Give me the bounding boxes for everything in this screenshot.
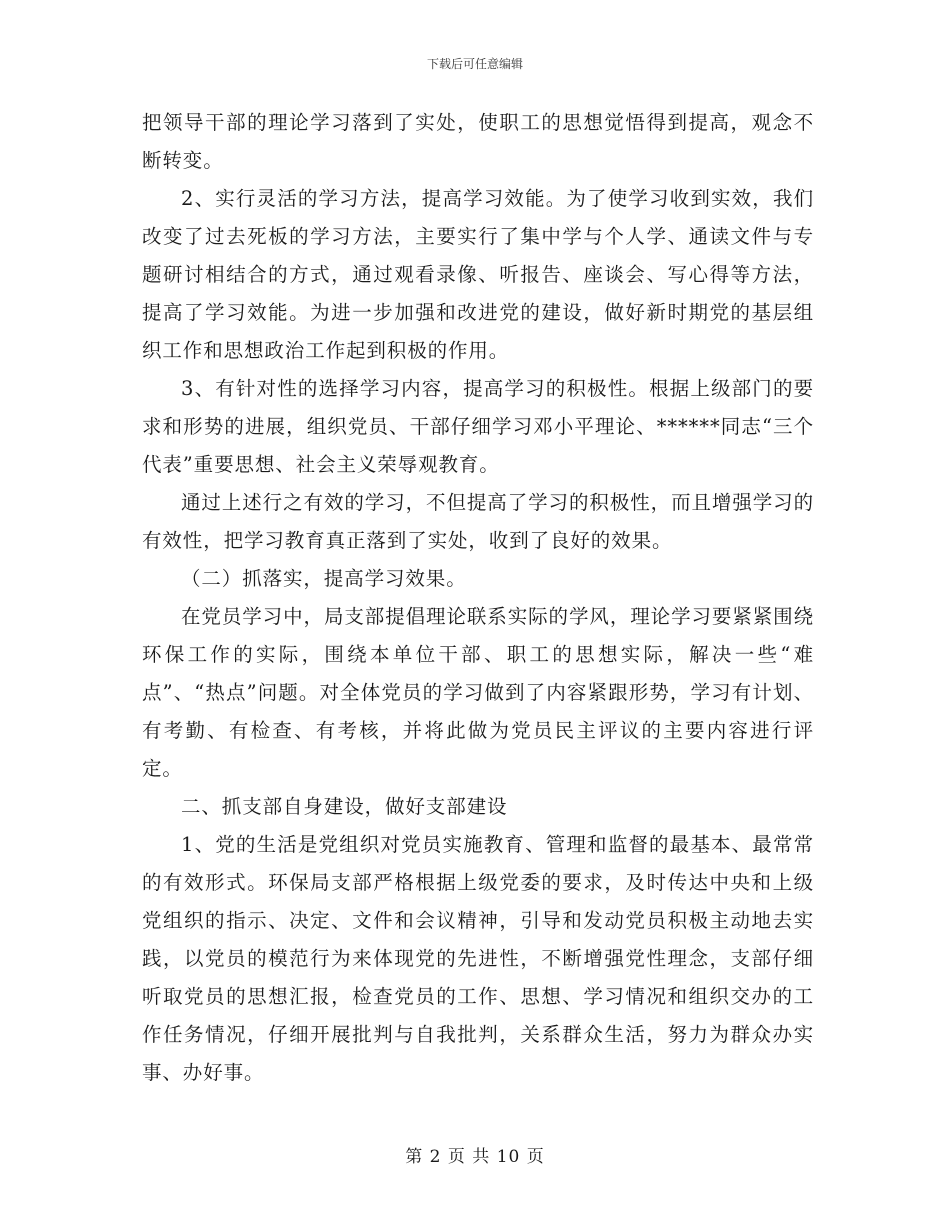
section-heading-implementation: （二）抓落实，提高学习效果。 bbox=[181, 567, 467, 590]
page-number: 第 2 页 共 10 页 bbox=[405, 1147, 545, 1167]
paragraph-party-life: 1、党的生活是党组织对党员实施教育、管理和监督的最基本、最常常的有效形式。环保局支部严格根据上级党委的要求，及时传达中央和上级党组织的指示、决定、文件和会议精神，引导和发动党员积极主动地去实践，以党员的模范行为来体现党的先进性，不断增强党性理念，支部仔细听取党员的思想汇报，检查党员的工作、思想、学习情况和组织交办的工作任务情况，仔细开展批判与自我批判，关系群众生活，努力为群众办实事、办好事。 bbox=[142, 833, 814, 1084]
paragraph-continuation: 把领导干部的理论学习落到了实处，使职工的思想觉悟得到提高，观念不断转变。 bbox=[142, 111, 814, 172]
paragraph-party-study: 在党员学习中，局支部提倡理论联系实际的学风，理论学习要紧紧围绕环保工作的实际，围绕本单位干部、职工的思想实际，解决一些“难点”、“热点”问题。对全体党员的学习做到了内容紧跟形势，学习有计划、有考勤、有检查、有考核，并将此做为党员民主评议的主要内容进行评定。 bbox=[142, 605, 814, 780]
paragraph-study-content: 3、有针对性的选择学习内容，提高学习的积极性。根据上级部门的要求和形势的进展，组织党员、干部仔细学习邓小平理论、******同志“三个代表”重要思想、社会主义荣辱观教育。 bbox=[142, 377, 814, 476]
paragraph-study-methods: 2、实行灵活的学习方法，提高学习效能。为了使学习收到实效，我们改变了过去死板的学习方法，主要实行了集中学与个人学、通读文件与专题研讨相结合的方式，通过观看录像、听报告、座谈会、写心得等方法，提高了学习效能。为进一步加强和改进党的建设，做好新时期党的基层组织工作和思想政治工作起到积极的作用。 bbox=[142, 187, 814, 362]
page-header: 下载后可任意编辑 bbox=[426, 57, 523, 71]
document-body bbox=[142, 104, 814, 1092]
paragraph-study-results: 通过上述行之有效的学习，不但提高了学习的积极性，而且增强学习的有效性，把学习教育真正落到了实处，收到了良好的效果。 bbox=[142, 491, 814, 552]
section-heading-branch-building: 二、抓支部自身建设，做好支部建设 bbox=[181, 795, 508, 818]
